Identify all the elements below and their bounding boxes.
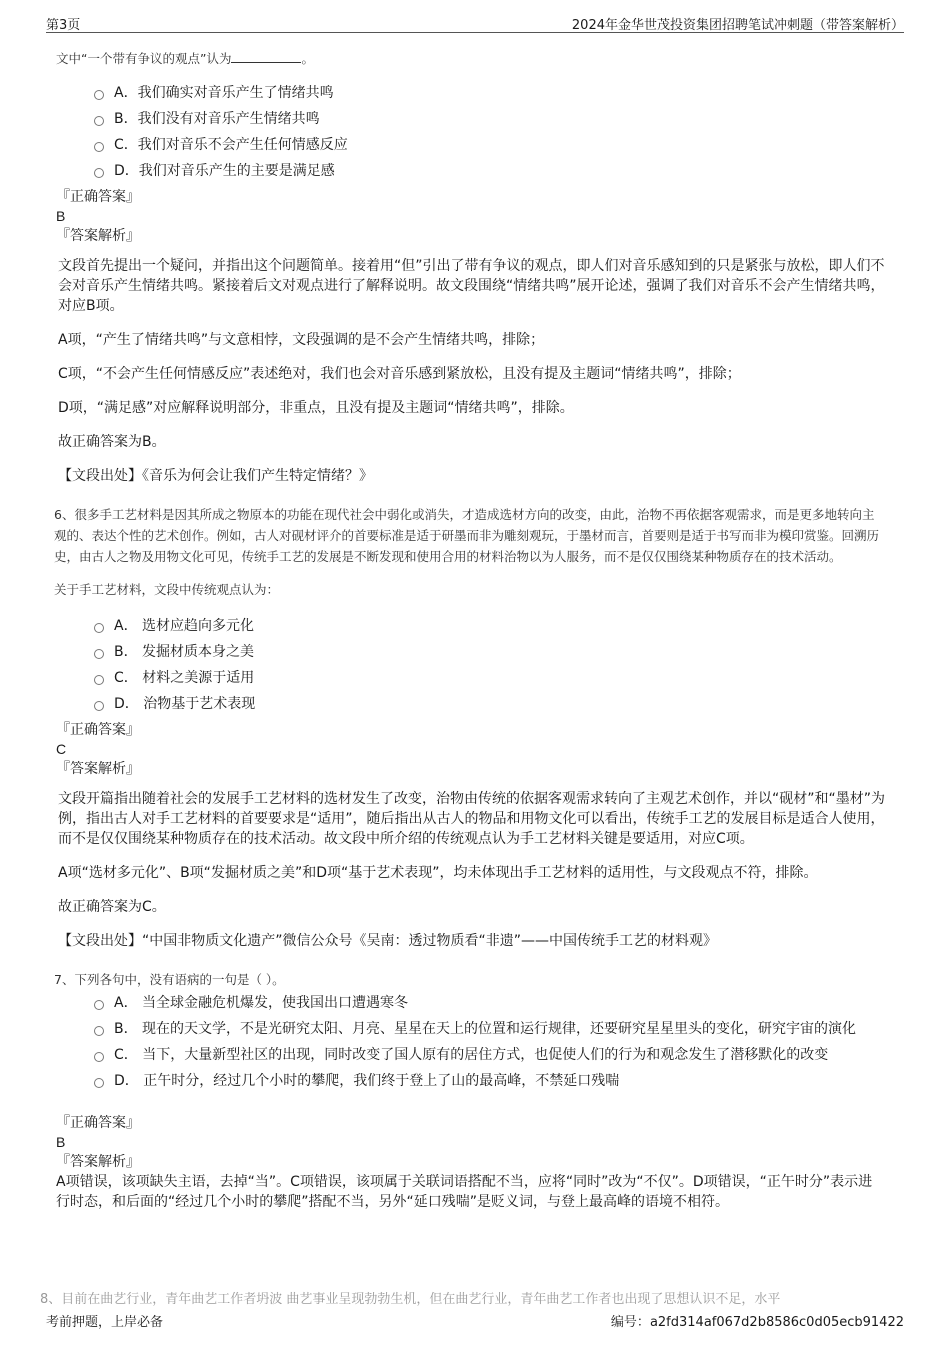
- radio-icon[interactable]: [94, 701, 104, 711]
- page-header: [46, 12, 904, 33]
- option-b[interactable]: B． 现在的天文学，不是光研究太阳、月亮、星星在天上的位置和运行规律，还要研究星星里头的变化，研究宇宙的演化: [56, 1018, 886, 1040]
- document-code: 编号：a2fd314af067d2b8586c0d05ecb91422: [610, 1315, 904, 1330]
- question-stem: 文中“一个带有争议的观点”认为 。: [56, 51, 314, 66]
- footer-slogan: 考前押题，上岸必备: [46, 1315, 164, 1330]
- option-list: [94, 82, 886, 182]
- option-b[interactable]: B． 发掘材质本身之美: [94, 641, 886, 663]
- analysis-paragraph: 故正确答案为C。: [58, 899, 166, 915]
- option-c[interactable]: C． 材料之美源于适用: [94, 667, 886, 689]
- option-d[interactable]: D． 治物基于艺术表现: [94, 693, 886, 715]
- answer-value: C: [56, 741, 67, 757]
- option-d[interactable]: D． 正午时分，经过几个小时的攀爬，我们终于登上了山的最高峰，不禁延口残喘: [94, 1070, 886, 1092]
- question-passage: 6、很多手工艺材料是因其所成之物原本的功能在现代社会中弱化或消失，才造成选材方向的改变，由此，治物不再依据客观需求，而是更多地转向主观的、表达个性的艺术创作。例如，古人对砚材评介的首要标准是适于研墨而非为雕刻观玩，于墨材而言，首要则是适于书写而非为模印赏鉴。回溯历史，由古人之物及用物文化可见，传统手工艺的发展是不断发现和使用合用的材料治物以为人服务，而不是仅仅围绕某种物质存在的技术活动。: [54, 507, 880, 564]
- option-list: [94, 992, 886, 1092]
- answer-label: 『正确答案』: [56, 189, 140, 205]
- answer-value: B: [56, 208, 66, 224]
- answer-label: 『正确答案』: [56, 1115, 140, 1131]
- option-a[interactable]: A． 选材应趋向多元化: [94, 615, 886, 637]
- analysis-paragraph: A项，“产生了情绪共鸣”与文意相悖，文段强调的是不会产生情绪共鸣，排除；: [58, 332, 545, 348]
- analysis-label: 『答案解析』: [56, 1154, 140, 1170]
- option-a[interactable]: A．我们确实对音乐产生了情绪共鸣: [94, 82, 886, 104]
- radio-icon[interactable]: [94, 168, 104, 178]
- analysis-label: 『答案解析』: [56, 228, 140, 244]
- radio-icon[interactable]: [94, 1078, 104, 1088]
- radio-icon[interactable]: [94, 90, 104, 100]
- analysis-paragraph: 故正确答案为B。: [58, 434, 166, 450]
- analysis-label: 『答案解析』: [56, 761, 140, 777]
- radio-icon[interactable]: [94, 649, 104, 659]
- radio-icon[interactable]: [94, 675, 104, 685]
- option-c[interactable]: C． 当下，大量新型社区的出现，同时改变了国人原有的居住方式，也促使人们的行为和观念发生了潜移默化的改变: [56, 1044, 886, 1066]
- radio-icon[interactable]: [94, 116, 104, 126]
- source-citation: 【文段出处】《音乐为何会让我们产生特定情绪？》: [58, 468, 373, 484]
- radio-icon[interactable]: [94, 1052, 104, 1062]
- option-a[interactable]: A． 当全球金融危机爆发，使我国出口遭遇寒冬: [94, 992, 886, 1014]
- radio-icon[interactable]: [94, 1026, 104, 1036]
- analysis-paragraph: A项“选材多元化”、B项“发掘材质之美”和D项“基于艺术表现”，均未体现出手工艺材料的适用性，与文段观点不符，排除。: [58, 865, 818, 881]
- option-b[interactable]: B．我们没有对音乐产生情绪共鸣: [94, 108, 886, 130]
- next-question-fragment: 8、目前在曲艺行业，青年曲艺工作者坍波 曲艺事业呈现勃勃生机，但在曲艺行业，青年曲艺工作者也出现了思想认识不足，水平: [40, 1292, 781, 1306]
- answer-label: 『正确答案』: [56, 722, 140, 738]
- option-d[interactable]: D．我们对音乐产生的主要是满足感: [94, 160, 886, 182]
- radio-icon[interactable]: [94, 1000, 104, 1010]
- question-stem: 关于手工艺材料，文段中传统观点认为：: [54, 582, 280, 597]
- radio-icon[interactable]: [94, 623, 104, 633]
- option-list: [94, 615, 886, 715]
- answer-blank: [231, 50, 301, 63]
- question-stem: 7、下列各句中，没有语病的一句是（ ）。: [54, 972, 285, 987]
- document-title: 2024年金华世茂投资集团招聘笔试冲刺题（带答案解析）: [571, 18, 904, 33]
- source-citation: 【文段出处】“中国非物质文化遗产”微信公众号《吴南：透过物质看“非遗”——中国传统手工艺的材料观》: [58, 933, 718, 949]
- answer-value: B: [56, 1134, 66, 1150]
- document-body: [56, 44, 886, 1212]
- analysis-paragraph: A项错误，该项缺失主语，去掉“当”。C项错误，该项属于关联词语搭配不当，应将“同时”改为“不仅”。D项错误，“正午时分”表示进行时态，和后面的“经过几个小时的攀爬”搭配不当，另外“延口残喘”是贬义词，与登上最高峰的语境不相符。: [56, 1174, 873, 1210]
- analysis-paragraph: 文段首先提出一个疑问，并指出这个问题简单。接着用“但”引出了带有争议的观点，即人们对音乐感知到的只是紧张与放松，即人们不会对音乐产生情绪共鸣。紧接着后文对观点进行了解释说明。故文段围绕“情绪共鸣”展开论述，强调了我们对音乐不会产生情绪共鸣，对应B项。: [58, 258, 885, 314]
- page-number: 第3页: [46, 18, 81, 33]
- radio-icon[interactable]: [94, 142, 104, 152]
- analysis-paragraph: D项，“满足感”对应解释说明部分，非重点，且没有提及主题词“情绪共鸣”，排除。: [58, 400, 574, 416]
- analysis-paragraph: C项，“不会产生任何情感反应”表述绝对，我们也会对音乐感到紧放松，且没有提及主题词“情绪共鸣”，排除；: [58, 366, 741, 382]
- analysis-paragraph: 文段开篇指出随着社会的发展手工艺材料的选材发生了改变，治物由传统的依据客观需求转向了主观艺术创作，并以“砚材”和“墨材”为例，指出古人对手工艺材料的首要要求是“适用”，随后指出从古人的物品和用物文化可以看出，传统手工艺的发展目标是适合人使用，而不是仅仅围绕某种物质存在的技术活动。故文段中所介绍的传统观点认为手工艺材料关键是要适用，对应C项。: [58, 791, 886, 847]
- option-c[interactable]: C．我们对音乐不会产生任何情感反应: [94, 134, 886, 156]
